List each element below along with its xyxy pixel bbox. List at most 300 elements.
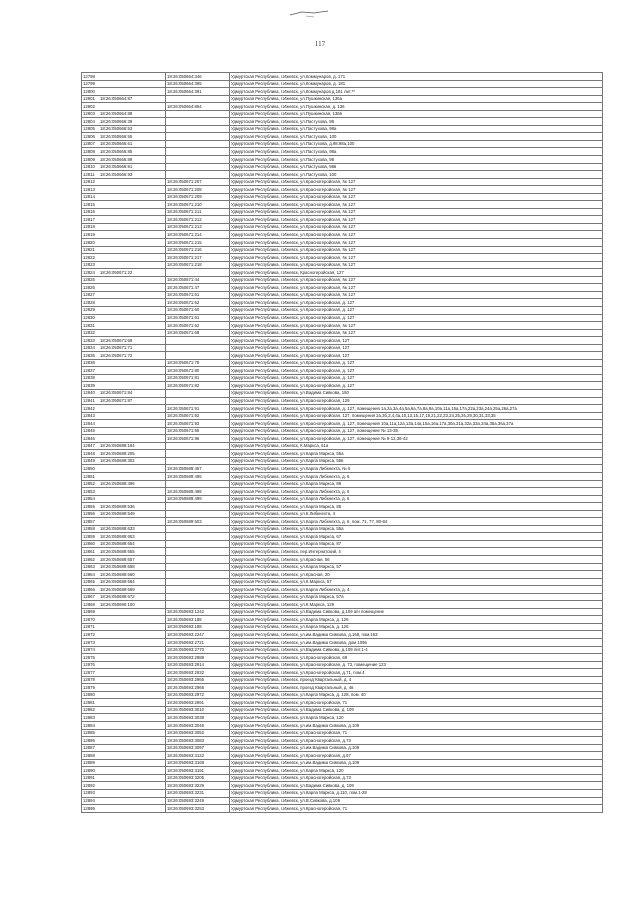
row-number: 12832 bbox=[83, 330, 95, 336]
building-cadastral-number: 18:26:050693:3083 bbox=[166, 737, 230, 745]
address: Удмуртская Республика, г.Ижевск, ул.Красная, 20 bbox=[230, 571, 603, 579]
address: Удмуртская Республика, г.Ижевск, ул.Пастухова, 100 bbox=[230, 171, 603, 179]
table-row bbox=[82, 337, 603, 345]
parcel-cadastral-number: 18:26:050666:39 bbox=[100, 118, 133, 124]
address: Удмуртская Республика, г.Ижевск, ул.Красногеройская, № 127 bbox=[230, 231, 603, 239]
building-cadastral-number bbox=[166, 163, 230, 171]
row-number: 12834 bbox=[83, 345, 95, 351]
row-id-cell bbox=[82, 782, 166, 790]
row-id-cell bbox=[82, 269, 166, 277]
row-number: 12811 bbox=[83, 171, 95, 177]
row-number: 12839 bbox=[83, 382, 95, 388]
table-row bbox=[82, 389, 603, 397]
row-number: 12868 bbox=[83, 601, 95, 607]
table-row bbox=[82, 427, 603, 435]
table-row bbox=[82, 405, 603, 413]
parcel-cadastral-number: 18:26:050671:84 bbox=[100, 390, 133, 396]
row-id-cell bbox=[82, 118, 166, 126]
row-id-cell bbox=[82, 367, 166, 375]
row-id-cell bbox=[82, 729, 166, 737]
row-number: 12823 bbox=[83, 262, 95, 268]
parcel-cadastral-number: 18:26:050689:536 bbox=[100, 503, 135, 509]
row-number: 12855 bbox=[83, 503, 95, 509]
row-id-cell bbox=[82, 601, 166, 609]
row-number: 12862 bbox=[83, 556, 95, 562]
building-cadastral-number: 18:26:050671:61 bbox=[166, 314, 230, 322]
row-number: 12836 bbox=[83, 360, 95, 366]
address: Удмуртская Республика, г.Ижевск, ул.Красногеройская, 127 bbox=[230, 352, 603, 360]
row-number: 12853 bbox=[83, 488, 95, 494]
address: Удмуртская Республика, г.Ижевск, ул.Карла Маркса, д. 128, пом. 40 bbox=[230, 691, 603, 699]
building-cadastral-number: 18:26:050671:213 bbox=[166, 223, 230, 231]
address: Удмуртская Республика, г.Ижевск, ул.Карла Маркса, 120 bbox=[230, 714, 603, 722]
row-number: 12809 bbox=[83, 156, 95, 162]
address: Удмуртская Республика, г.Ижевск, ул.Красногеройская, № 127 bbox=[230, 284, 603, 292]
row-id-cell bbox=[82, 510, 166, 518]
row-number: 12805 bbox=[83, 126, 95, 132]
address: Удмуртская Республика, г.Ижевск, ул.Карла Маркса, 55в bbox=[230, 457, 603, 465]
building-cadastral-number bbox=[166, 480, 230, 488]
row-id-cell bbox=[82, 774, 166, 782]
address: Удмуртская Республика, г.Ижевск, ул.Красногеройская, д.67 bbox=[230, 752, 603, 760]
building-cadastral-number bbox=[166, 118, 230, 126]
row-number: 12866 bbox=[83, 586, 95, 592]
row-number: 12889 bbox=[83, 760, 95, 766]
building-cadastral-number: 18:26:050671:209 bbox=[166, 193, 230, 201]
row-id-cell bbox=[82, 639, 166, 647]
row-number: 12881 bbox=[83, 699, 95, 705]
row-number: 12878 bbox=[83, 677, 95, 683]
building-cadastral-number: 18:26:050693:2914 bbox=[166, 661, 230, 669]
address: Удмуртская Республика, г.Ижевск, ул.Красногеройская, д. 127, помещения 10а,11а,12а,13а,14а,15а,16а,17а,30а,31а,32а,33а,34а,35а,36а,37а bbox=[230, 420, 603, 428]
address: Удмуртская Республика, г.Ижевск, ул.В.Сивкова, д.109 bbox=[230, 797, 603, 805]
row-id-cell bbox=[82, 140, 166, 148]
address: Удмуртская Республика, г.Ижевск, ул.им.Вадима Сивкова, д.109 bbox=[230, 722, 603, 730]
building-cadastral-number: 18:26:050671:44 bbox=[166, 276, 230, 284]
parcel-cadastral-number: 18:26:050689:184 bbox=[100, 443, 135, 449]
table-row bbox=[82, 284, 603, 292]
table-row bbox=[82, 714, 603, 722]
address: Удмуртская Республика, г.Ижевск, ул.Красногеройская, 127 bbox=[230, 344, 603, 352]
row-number: 12819 bbox=[83, 232, 95, 237]
parcel-cadastral-number: 18:26:050666:61 bbox=[100, 141, 133, 147]
table-row bbox=[82, 450, 603, 458]
row-id-cell bbox=[82, 125, 166, 133]
row-number: 12798 bbox=[83, 73, 95, 79]
address: Удмуртская Республика, г.Ижевск, ул.Карла Либкнехта, д. 4 bbox=[230, 586, 603, 594]
row-id-cell bbox=[82, 661, 166, 669]
address: Удмуртская Республика, г.Ижевск, ул.Вадима Сивкова, д.109 а/н помещение bbox=[230, 608, 603, 616]
table-row bbox=[82, 276, 603, 284]
building-cadastral-number: 18:26:050671:211 bbox=[166, 208, 230, 216]
row-number: 12825 bbox=[83, 277, 95, 283]
table-row bbox=[82, 412, 603, 420]
row-id-cell bbox=[82, 676, 166, 684]
parcel-cadastral-number: 18:26:050671:87 bbox=[100, 398, 133, 404]
row-number: 12846 bbox=[83, 435, 95, 441]
address: Удмуртская Республика, г.Ижевск, ул.Красногеройская, д. 127, помещение № 9-12,36-42 bbox=[230, 435, 603, 443]
row-number: 12873 bbox=[83, 639, 95, 645]
address: Удмуртская Республика, г.Ижевск, ул.Красногеройская, д. 127 bbox=[230, 299, 603, 307]
row-id-cell bbox=[82, 284, 166, 292]
building-cadastral-number: 18:26:050693:2991 bbox=[166, 699, 230, 707]
row-number: 12824 bbox=[83, 269, 95, 275]
row-id-cell bbox=[82, 314, 166, 322]
row-number: 12895 bbox=[83, 805, 95, 811]
row-id-cell bbox=[82, 744, 166, 752]
table-row bbox=[82, 231, 603, 239]
building-cadastral-number bbox=[166, 533, 230, 541]
address: Удмуртская Республика, г.Ижевск, ул.Красногеройская, д. 127 bbox=[230, 314, 603, 322]
row-id-cell bbox=[82, 616, 166, 624]
building-cadastral-number: 18:26:050693:2932 bbox=[166, 669, 230, 677]
row-number: 12847 bbox=[83, 443, 95, 449]
page-number: 117 bbox=[314, 40, 326, 48]
row-id-cell bbox=[82, 450, 166, 458]
table-row bbox=[82, 291, 603, 299]
row-id-cell bbox=[82, 246, 166, 254]
row-id-cell bbox=[82, 722, 166, 730]
table-row bbox=[82, 789, 603, 797]
address: Удмуртская Республика, г.Ижевск, ул.Красногеройская, д. 127 bbox=[230, 306, 603, 314]
table-row bbox=[82, 525, 603, 533]
building-cadastral-number bbox=[166, 593, 230, 601]
table-row bbox=[82, 676, 603, 684]
building-cadastral-number: 18:26:050671:62 bbox=[166, 322, 230, 330]
row-number: 12894 bbox=[83, 798, 95, 804]
row-number: 12829 bbox=[83, 307, 95, 313]
row-number: 12807 bbox=[83, 141, 95, 147]
row-number: 12850 bbox=[83, 465, 95, 471]
address: Удмуртская Республика, г.Ижевск, ул.Красногеройская, д. 127 bbox=[230, 382, 603, 390]
address: Удмуртская Республика, г.Ижевск, ул.им.Вадима Сивкова, д.109 bbox=[230, 744, 603, 752]
row-id-cell bbox=[82, 699, 166, 707]
building-cadastral-number: 18:26:050693:3010 bbox=[166, 706, 230, 714]
building-cadastral-number bbox=[166, 148, 230, 156]
table-row bbox=[82, 805, 603, 813]
parcel-cadastral-number: 18:26:050689:669 bbox=[100, 586, 135, 592]
row-number: 12822 bbox=[83, 254, 95, 260]
building-cadastral-number: 18:26:050671:52 bbox=[166, 299, 230, 307]
address: Удмуртская Республика, г.Ижевск, ул.им.Вадима Сивкова, д.168, пом.163 bbox=[230, 631, 603, 639]
building-cadastral-number: 18:26:050671:82 bbox=[166, 382, 230, 390]
table-row bbox=[82, 752, 603, 760]
building-cadastral-number bbox=[166, 556, 230, 564]
row-number: 12814 bbox=[83, 194, 95, 200]
row-id-cell bbox=[82, 525, 166, 533]
building-cadastral-number: 18:26:050671:60 bbox=[166, 306, 230, 314]
building-cadastral-number: 18:26:050693:2770 bbox=[166, 646, 230, 654]
row-number: 12810 bbox=[83, 164, 95, 170]
row-id-cell bbox=[82, 291, 166, 299]
row-number: 12876 bbox=[83, 662, 95, 668]
table-row bbox=[82, 171, 603, 179]
table-row bbox=[82, 163, 603, 171]
address: Удмуртская Республика, г.Ижевск, ул.Красногеройская, № 127 bbox=[230, 261, 603, 269]
row-id-cell bbox=[82, 239, 166, 247]
building-cadastral-number: 18:26:050693:3052 bbox=[166, 729, 230, 737]
building-cadastral-number bbox=[166, 95, 230, 103]
building-cadastral-number bbox=[166, 601, 230, 609]
table-row bbox=[82, 103, 603, 111]
address: Удмуртская Республика, г.Ижевск, ул.Красногеройская, № 127 bbox=[230, 208, 603, 216]
table-row bbox=[82, 193, 603, 201]
table-row bbox=[82, 578, 603, 586]
address: Удмуртская Республика, г.Ижевск, ул.Красногеройская, № 127 bbox=[230, 216, 603, 224]
row-number: 12843 bbox=[83, 413, 95, 419]
row-id-cell bbox=[82, 412, 166, 420]
row-id-cell bbox=[82, 480, 166, 488]
parcel-cadastral-number: 18:26:050689:205 bbox=[100, 450, 135, 456]
row-number: 12799 bbox=[83, 81, 95, 87]
row-number: 12826 bbox=[83, 284, 95, 290]
building-cadastral-number bbox=[166, 171, 230, 179]
row-number: 12816 bbox=[83, 209, 95, 215]
row-number: 12840 bbox=[83, 390, 95, 396]
row-id-cell bbox=[82, 586, 166, 594]
address: Удмуртская Республика, г.Ижевск, ул.К.Либкнехта, 4 bbox=[230, 510, 603, 518]
building-cadastral-number: 18:26:050671:208 bbox=[166, 186, 230, 194]
row-number: 12806 bbox=[83, 133, 95, 139]
row-id-cell bbox=[82, 563, 166, 571]
address: Удмуртская Республика, г.Ижевск, ул.Вадима Сивкова, 150 bbox=[230, 389, 603, 397]
table-row bbox=[82, 722, 603, 730]
address: Удмуртская Республика, г.Ижевск, ул.Карла Либкнехта, № 6 bbox=[230, 465, 603, 473]
building-cadastral-number: 18:26:050693:3039 bbox=[166, 714, 230, 722]
table-row bbox=[82, 261, 603, 269]
building-cadastral-number bbox=[166, 352, 230, 360]
table-row bbox=[82, 623, 603, 631]
table-row bbox=[82, 329, 603, 337]
row-number: 12892 bbox=[83, 782, 95, 788]
row-id-cell bbox=[82, 261, 166, 269]
row-number: 12865 bbox=[83, 579, 95, 585]
row-id-cell bbox=[82, 571, 166, 579]
building-cadastral-number: 18:26:050689:498 bbox=[166, 488, 230, 496]
building-cadastral-number bbox=[166, 548, 230, 556]
address: Удмуртская Республика, г.Ижевск, ул.Карла Маркса, 55а bbox=[230, 525, 603, 533]
parcel-cadastral-number: 18:26:050664:87 bbox=[100, 96, 133, 102]
row-number: 12844 bbox=[83, 420, 95, 426]
row-id-cell bbox=[82, 684, 166, 692]
building-cadastral-number: 18:26:050693:3249 bbox=[166, 797, 230, 805]
address: Удмуртская Республика, г.Ижевск, ул.Карла Маркса, 120 bbox=[230, 767, 603, 775]
parcel-cadastral-number: 18:26:050666:91 bbox=[100, 164, 133, 170]
table-row bbox=[82, 782, 603, 790]
address: Удмуртская Республика, г.Ижевск, ул.Карла Маркса, 85 bbox=[230, 503, 603, 511]
table-row bbox=[82, 156, 603, 164]
building-cadastral-number: 18:26:050664:391 bbox=[166, 88, 230, 96]
row-id-cell bbox=[82, 646, 166, 654]
building-cadastral-number: 18:26:050689:499 bbox=[166, 495, 230, 503]
building-cadastral-number: 18:26:050693:2972 bbox=[166, 691, 230, 699]
table-row bbox=[82, 774, 603, 782]
building-cadastral-number: 18:26:050693:2966 bbox=[166, 684, 230, 692]
row-number: 12864 bbox=[83, 571, 95, 577]
row-id-cell bbox=[82, 397, 166, 405]
building-cadastral-number bbox=[166, 125, 230, 133]
address: Удмуртская Республика, г.Ижевск, ул.Карла Маркса, 55а bbox=[230, 450, 603, 458]
building-cadastral-number: 18:26:050693:3253 bbox=[166, 805, 230, 813]
row-number: 12874 bbox=[83, 647, 95, 653]
table-row bbox=[82, 533, 603, 541]
building-cadastral-number bbox=[166, 140, 230, 148]
table-row bbox=[82, 246, 603, 254]
row-id-cell bbox=[82, 465, 166, 473]
table-row bbox=[82, 601, 603, 609]
table-row bbox=[82, 729, 603, 737]
address: Удмуртская Республика, г.Ижевск, ул.Красногеройская, 127, помещения 2а,3б,3,4,4а,10,13,15,17,19,21,22,23,24,25,26,29,30,31,33,35 bbox=[230, 412, 603, 420]
row-number: 12830 bbox=[83, 315, 95, 321]
building-cadastral-number: 18:26:050664:864 bbox=[166, 103, 230, 111]
address: Удмуртская Республика, г.Ижевск, ул.Карла Либкнехта, д. 6 bbox=[230, 488, 603, 496]
row-id-cell bbox=[82, 548, 166, 556]
row-number: 12821 bbox=[83, 247, 95, 253]
table-row bbox=[82, 706, 603, 714]
row-id-cell bbox=[82, 714, 166, 722]
building-cadastral-number: 18:26:050693:1242 bbox=[166, 608, 230, 616]
address: Удмуртская Республика, г.Ижевск, ул.Красногеройская, 71 bbox=[230, 805, 603, 813]
table-row bbox=[82, 472, 603, 480]
row-number: 12867 bbox=[83, 594, 95, 600]
row-number: 12854 bbox=[83, 496, 95, 502]
parcel-cadastral-number: 18:26:050689:653 bbox=[100, 533, 135, 539]
row-id-cell bbox=[82, 623, 166, 631]
building-cadastral-number: 18:26:050671:51 bbox=[166, 291, 230, 299]
address: Удмуртская Республика, г.Ижевск, ул.Карла Либкнехта, д. 6, пом. 71, 77, 80-84 bbox=[230, 518, 603, 526]
row-id-cell bbox=[82, 148, 166, 156]
table-row bbox=[82, 125, 603, 133]
row-number: 12872 bbox=[83, 631, 95, 637]
building-cadastral-number: 18:26:050693:3229 bbox=[166, 782, 230, 790]
building-cadastral-number: 18:26:050693:2965 bbox=[166, 676, 230, 684]
row-number: 12837 bbox=[83, 367, 95, 373]
table-row bbox=[82, 148, 603, 156]
row-id-cell bbox=[82, 518, 166, 526]
row-number: 12818 bbox=[83, 224, 95, 230]
parcel-cadastral-number: 18:26:050689:657 bbox=[100, 556, 135, 562]
building-cadastral-number bbox=[166, 571, 230, 579]
building-cadastral-number: 18:26:050671:81 bbox=[166, 374, 230, 382]
building-cadastral-number bbox=[166, 397, 230, 405]
address: Удмуртская Республика, г.Ижевск, ул.Пастухова, 98а bbox=[230, 148, 603, 156]
building-cadastral-number: 18:26:050693:2247 bbox=[166, 631, 230, 639]
address: Удмуртская Республика, г.Ижевск, ул.Красногеройская, 129 bbox=[230, 397, 603, 405]
address: Удмуртская Республика, г.Ижевск, ул.Карла Маркса, 57 bbox=[230, 563, 603, 571]
row-id-cell bbox=[82, 171, 166, 179]
address: Удмуртская Республика, г.Ижевск, ул.Красногеройская, № 127 bbox=[230, 329, 603, 337]
table-row bbox=[82, 639, 603, 647]
address: Удмуртская Республика, г.Ижевск, ул.Красногеройская, д. 73, помещение 123 bbox=[230, 661, 603, 669]
building-cadastral-number: 18:26:050689:495 bbox=[166, 472, 230, 480]
table-row bbox=[82, 510, 603, 518]
table-row bbox=[82, 759, 603, 767]
row-id-cell bbox=[82, 223, 166, 231]
parcel-cadastral-number: 18:26:050689:660 bbox=[100, 571, 135, 577]
address: Удмуртская Республика, г.Ижевск, ул.Пастухова, 100 bbox=[230, 133, 603, 141]
parcel-cadastral-number: 18:26:050664:88 bbox=[100, 111, 133, 117]
table-row bbox=[82, 669, 603, 677]
row-number: 12863 bbox=[83, 564, 95, 570]
row-id-cell bbox=[82, 405, 166, 413]
address: Удмуртская Республика, г.Ижевск, проезд Квартальный, д. 4в bbox=[230, 684, 603, 692]
building-cadastral-number bbox=[166, 525, 230, 533]
row-number: 12845 bbox=[83, 428, 95, 434]
row-id-cell bbox=[82, 608, 166, 616]
row-number: 12877 bbox=[83, 669, 95, 675]
address: Удмуртская Республика, г.Ижевск, ул.Карла Маркса, 67 bbox=[230, 533, 603, 541]
table-row bbox=[82, 322, 603, 330]
address: Удмуртская Республика, г.Ижевск, пер.Интернатский, 4 bbox=[230, 548, 603, 556]
table-row bbox=[82, 616, 603, 624]
table-row bbox=[82, 586, 603, 594]
row-id-cell bbox=[82, 427, 166, 435]
building-cadastral-number bbox=[166, 540, 230, 548]
row-id-cell bbox=[82, 457, 166, 465]
building-cadastral-number: 18:26:050671:47 bbox=[166, 284, 230, 292]
row-number: 12887 bbox=[83, 745, 95, 751]
address: Удмуртская Республика, г.Ижевск, ул.Красногеройская, д.73 bbox=[230, 774, 603, 782]
table-row bbox=[82, 73, 603, 81]
row-number: 12858 bbox=[83, 526, 95, 532]
building-cadastral-number bbox=[166, 586, 230, 594]
row-id-cell bbox=[82, 163, 166, 171]
row-id-cell bbox=[82, 231, 166, 239]
address: Удмуртская Республика, г.Ижевск, ул.Красногеройская, 71 bbox=[230, 729, 603, 737]
row-number: 12827 bbox=[83, 292, 95, 298]
building-cadastral-number bbox=[166, 457, 230, 465]
building-cadastral-number bbox=[166, 442, 230, 450]
table-row bbox=[82, 646, 603, 654]
building-cadastral-number: 18:26:050664:346 bbox=[166, 73, 230, 81]
address: Удмуртская Республика, г.Ижевск, Красногеройская, 127 bbox=[230, 269, 603, 277]
row-id-cell bbox=[82, 88, 166, 96]
address: Удмуртская Республика, г.Ижевск, ул.Красногеройская, 127 bbox=[230, 337, 603, 345]
row-id-cell bbox=[82, 329, 166, 337]
table-row bbox=[82, 457, 603, 465]
building-cadastral-number: 18:26:050671:218 bbox=[166, 261, 230, 269]
row-id-cell bbox=[82, 216, 166, 224]
address: Удмуртская Республика, г.Ижевск, ул.им.Вадима Сивкова, дом 109в bbox=[230, 639, 603, 647]
address: Удмуртская Республика, г.Ижевск, ул.Коммунаров, д. 171 bbox=[230, 73, 603, 81]
table-row bbox=[82, 359, 603, 367]
table-row bbox=[82, 540, 603, 548]
row-number: 12833 bbox=[83, 337, 95, 343]
row-id-cell bbox=[82, 669, 166, 677]
address: Удмуртская Республика, г.Ижевск, ул.Красногеройская, д. 127 bbox=[230, 374, 603, 382]
row-id-cell bbox=[82, 533, 166, 541]
address: Удмуртская Республика, г.Ижевск, ул.Карла Либкнехта, д. 6 bbox=[230, 495, 603, 503]
address: Удмуртская Республика, г.Ижевск, ул.Красногеройская, д.73 bbox=[230, 737, 603, 745]
row-number: 12842 bbox=[83, 405, 95, 411]
address: Удмуртская Республика, г.Ижевск, ул.Карла Маркса, 57а bbox=[230, 593, 603, 601]
row-number: 12820 bbox=[83, 239, 95, 245]
building-cadastral-number bbox=[166, 450, 230, 458]
table-row bbox=[82, 397, 603, 405]
table-row bbox=[82, 344, 603, 352]
row-id-cell bbox=[82, 706, 166, 714]
table-row bbox=[82, 518, 603, 526]
table-row bbox=[82, 239, 603, 247]
row-id-cell bbox=[82, 752, 166, 760]
row-number: 12812 bbox=[83, 179, 95, 185]
table-row bbox=[82, 178, 603, 186]
building-cadastral-number: 18:26:050671:207 bbox=[166, 178, 230, 186]
table-row bbox=[82, 737, 603, 745]
row-id-cell bbox=[82, 337, 166, 345]
building-cadastral-number: 18:26:050693:3122 bbox=[166, 752, 230, 760]
row-id-cell bbox=[82, 737, 166, 745]
